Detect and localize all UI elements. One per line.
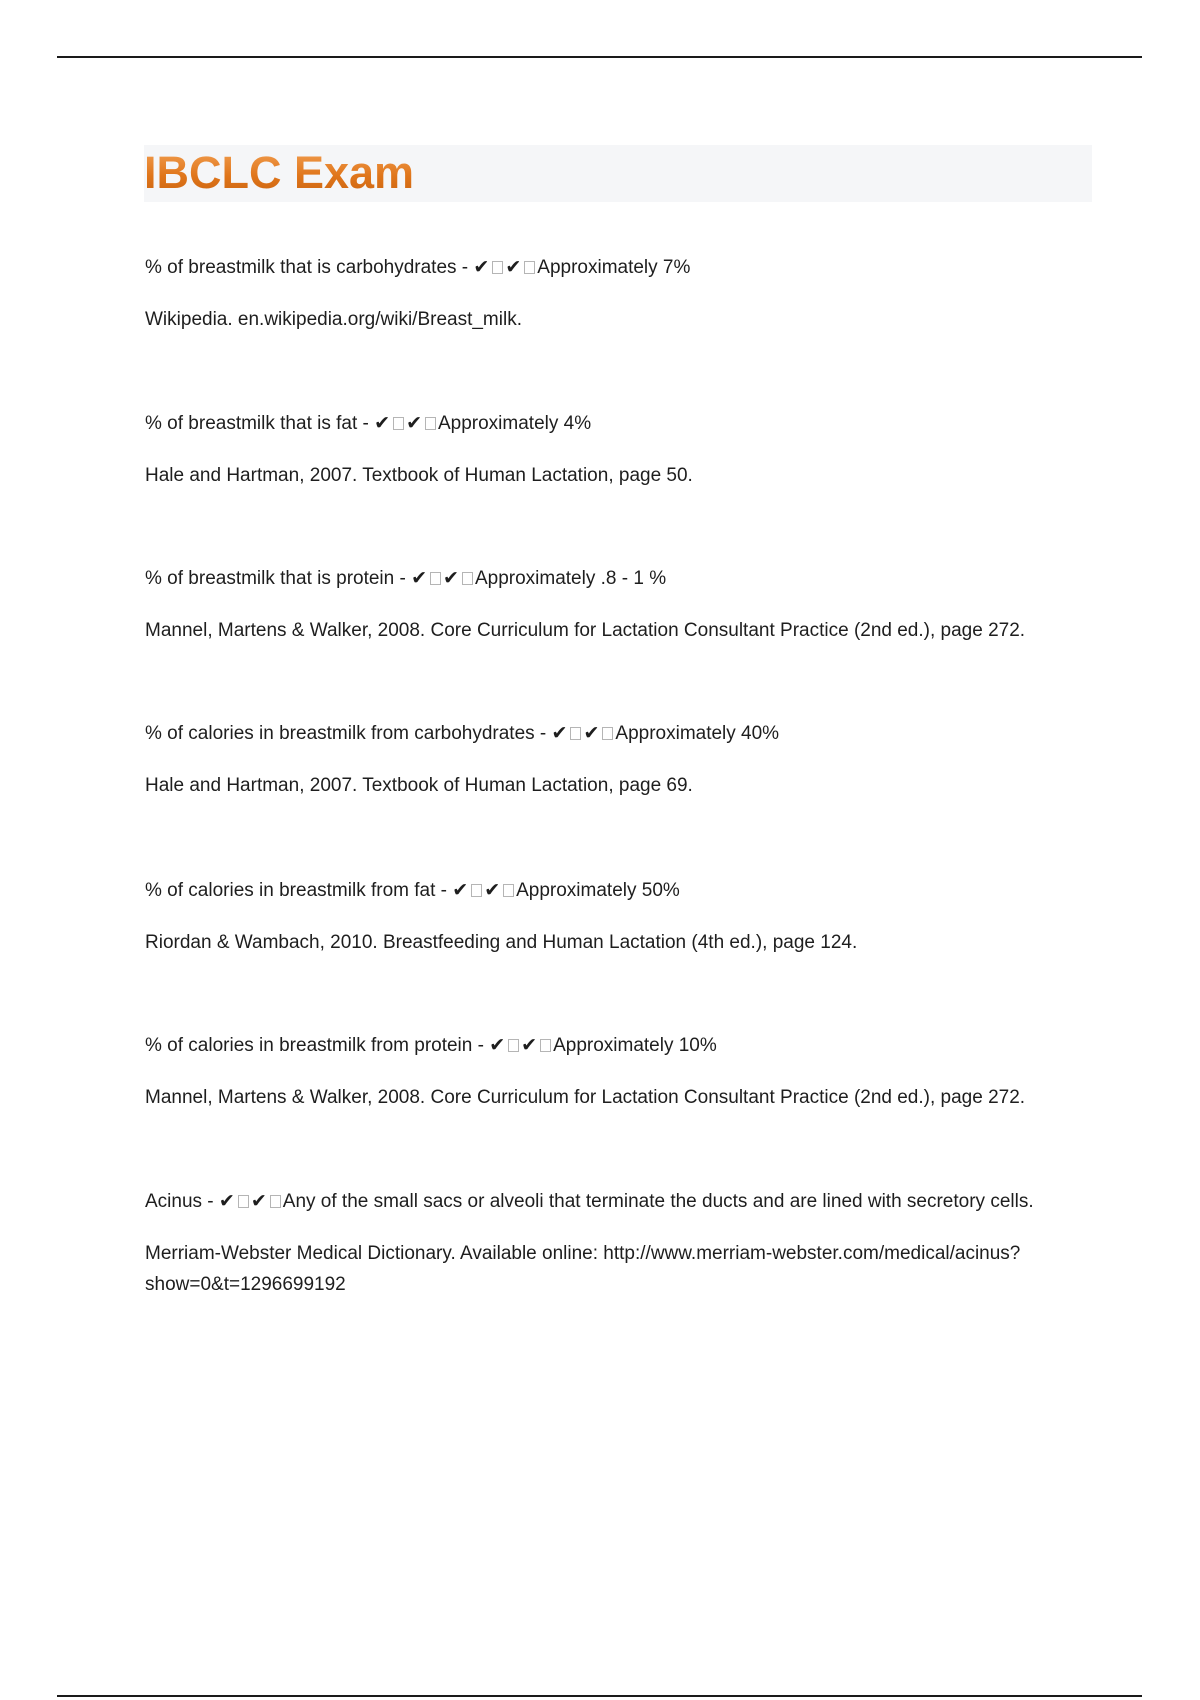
answer-text: Any of the small sacs or alveoli that terminate the ducts and are lined with secretory cells. (282, 1191, 1034, 1212)
question-text: % of calories in breastmilk from protein - (145, 1035, 490, 1056)
checkbox-glyph-icon (492, 261, 503, 274)
checkbox-glyph-icon (393, 417, 404, 430)
checkmark-icon: ✔ (406, 413, 422, 434)
checkbox-glyph-icon (425, 417, 436, 430)
qa-entry (145, 875, 1100, 958)
answer-text: Approximately 4% (437, 413, 592, 434)
footer-rule (57, 1695, 1142, 1697)
reference-text: Riordan & Wambach, 2010. Breastfeeding and Human Lactation (4th ed.), page 124. (145, 932, 858, 953)
checkbox-glyph-icon (238, 1195, 249, 1208)
reference-text: Merriam-Webster Medical Dictionary. Available online: http://www.merriam-webster.com/medical/acinus?show=0&t=1296699192 (145, 1243, 1021, 1295)
question-line (145, 1186, 1100, 1217)
answer-text: Approximately 40% (615, 723, 780, 744)
qa-entry (145, 1186, 1100, 1300)
checkbox-glyph-icon (503, 884, 514, 897)
checkmark-icon: ✔ (374, 413, 391, 434)
answer-text: Approximately 10% (553, 1035, 717, 1056)
answer-text: Approximately .8 - 1 % (474, 568, 667, 589)
qa-entry (145, 252, 1100, 335)
qa-entry (145, 1030, 1100, 1113)
question-line (145, 1030, 1100, 1061)
question-text: % of breastmilk that is fat - (145, 413, 375, 434)
page-title: IBCLC Exam (144, 147, 415, 198)
checkbox-glyph-icon (524, 261, 535, 274)
question-text: % of breastmilk that is protein - (145, 568, 412, 589)
reference-text: Wikipedia. en.wikipedia.org/wiki/Breast_milk. (145, 309, 522, 330)
question-line (145, 408, 1100, 439)
question-text: Acinus - (145, 1191, 219, 1212)
answer-text: Approximately 50% (516, 880, 680, 901)
checkmark-icon: ✔ (489, 1035, 506, 1056)
question-line (145, 718, 1100, 749)
checkmark-icon: ✔ (505, 257, 522, 278)
answer-text: Approximately 7% (537, 257, 691, 278)
qa-entry (145, 718, 1100, 801)
checkbox-glyph-icon (508, 1039, 519, 1052)
question-text: % of calories in breastmilk from carbohydrates - (145, 723, 552, 744)
checkbox-glyph-icon (471, 884, 482, 897)
qa-entry (145, 563, 1100, 646)
checkmark-icon: ✔ (484, 880, 501, 901)
checkmark-icon: ✔ (452, 880, 469, 901)
checkbox-glyph-icon (270, 1195, 281, 1208)
question-line (145, 563, 1100, 594)
qa-entry (145, 408, 1100, 491)
checkmark-icon: ✔ (218, 1191, 235, 1212)
reference-text: Mannel, Martens & Walker, 2008. Core Curriculum for Lactation Consultant Practice (2nd ed.), page 272. (145, 620, 1026, 641)
reference-text: Hale and Hartman, 2007. Textbook of Human Lactation, page 69. (145, 775, 693, 796)
reference-text: Mannel, Martens & Walker, 2008. Core Curriculum for Lactation Consultant Practice (2nd ed.), page 272. (145, 1087, 1026, 1108)
title-band (144, 145, 1092, 202)
reference-text: Hale and Hartman, 2007. Textbook of Human Lactation, page 50. (145, 465, 693, 486)
question-text: % of breastmilk that is carbohydrates - (145, 257, 474, 278)
checkmark-icon: ✔ (411, 568, 428, 589)
checkbox-glyph-icon (540, 1039, 551, 1052)
checkbox-glyph-icon (462, 572, 473, 585)
checkbox-glyph-icon (570, 727, 581, 740)
checkmark-icon: ✔ (583, 723, 600, 744)
checkbox-glyph-icon (430, 572, 441, 585)
header-rule (57, 56, 1142, 58)
question-line (145, 252, 1100, 283)
question-line (145, 875, 1100, 906)
checkmark-icon: ✔ (250, 1191, 267, 1212)
checkmark-icon: ✔ (551, 723, 568, 744)
checkmark-icon: ✔ (521, 1035, 538, 1056)
checkmark-icon: ✔ (473, 257, 490, 278)
checkbox-glyph-icon (602, 727, 613, 740)
checkmark-icon: ✔ (443, 568, 459, 589)
question-text: % of calories in breastmilk from fat - (145, 880, 453, 901)
